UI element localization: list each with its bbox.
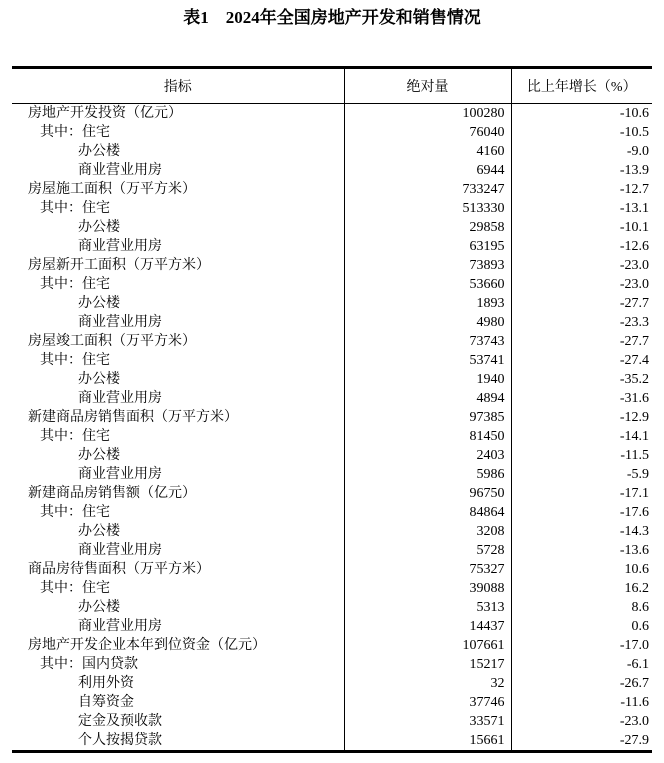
table-row [12, 579, 652, 598]
table-row [12, 465, 652, 484]
absolute-value-cell: 5728 [344, 541, 511, 560]
indicator-cell: 其中：住宅 [40, 277, 110, 292]
table-row [12, 180, 652, 199]
absolute-value-cell: 84864 [344, 503, 511, 522]
growth-value-cell: -13.9 [511, 161, 652, 180]
table-row [12, 332, 652, 351]
table-row [12, 389, 652, 408]
indicator-cell: 商品房待售面积（万平方米） [28, 562, 210, 577]
growth-value-cell: -13.6 [511, 541, 652, 560]
indicator-cell: 其中：国内贷款 [40, 657, 138, 672]
table-row [12, 161, 652, 180]
absolute-value-cell: 4894 [344, 389, 511, 408]
absolute-value-cell: 73743 [344, 332, 511, 351]
indicator-cell: 房地产开发投资（亿元） [28, 106, 182, 121]
table-row [12, 313, 652, 332]
indicator-cell: 商业营业用房 [78, 467, 162, 482]
growth-value-cell: 10.6 [511, 560, 652, 579]
growth-value-cell: -17.6 [511, 503, 652, 522]
indicator-cell: 商业营业用房 [78, 163, 162, 178]
header-row [12, 68, 652, 104]
indicator-cell: 商业营业用房 [78, 543, 162, 558]
indicator-cell: 商业营业用房 [78, 391, 162, 406]
table-row [12, 522, 652, 541]
growth-value-cell: -23.0 [511, 256, 652, 275]
indicator-cell: 房地产开发企业本年到位资金（亿元） [28, 638, 266, 653]
growth-value-cell: 0.6 [511, 617, 652, 636]
growth-value-cell: -27.7 [511, 294, 652, 313]
indicator-cell: 其中：住宅 [40, 125, 110, 140]
indicator-cell: 其中：住宅 [40, 201, 110, 216]
growth-value-cell: -35.2 [511, 370, 652, 389]
table-row [12, 484, 652, 503]
absolute-value-cell: 14437 [344, 617, 511, 636]
table-row [12, 237, 652, 256]
indicator-cell: 房屋竣工面积（万平方米） [28, 334, 196, 349]
absolute-value-cell: 15217 [344, 655, 511, 674]
table-row [12, 655, 652, 674]
absolute-value-cell: 39088 [344, 579, 511, 598]
growth-value-cell: -6.1 [511, 655, 652, 674]
growth-value-cell: -23.3 [511, 313, 652, 332]
table-row [12, 427, 652, 446]
absolute-value-cell: 29858 [344, 218, 511, 237]
indicator-cell: 新建商品房销售额（亿元） [28, 486, 196, 501]
absolute-value-cell: 96750 [344, 484, 511, 503]
growth-value-cell: 16.2 [511, 579, 652, 598]
indicator-cell: 房屋新开工面积（万平方米） [28, 258, 210, 273]
table-row [12, 731, 652, 752]
table-row [12, 560, 652, 579]
indicator-cell: 定金及预收款 [78, 714, 162, 729]
absolute-value-cell: 33571 [344, 712, 511, 731]
indicator-cell: 其中：住宅 [40, 581, 110, 596]
table-row [12, 541, 652, 560]
indicator-cell: 办公楼 [78, 600, 120, 615]
growth-value-cell: 8.6 [511, 598, 652, 617]
table-row [12, 142, 652, 161]
growth-value-cell: -13.1 [511, 199, 652, 218]
growth-value-cell: -5.9 [511, 465, 652, 484]
indicator-cell: 商业营业用房 [78, 315, 162, 330]
absolute-value-cell: 4980 [344, 313, 511, 332]
table-row [12, 218, 652, 237]
table-row [12, 294, 652, 313]
absolute-value-cell: 75327 [344, 560, 511, 579]
indicator-cell: 其中：住宅 [40, 505, 110, 520]
table-row [12, 256, 652, 275]
absolute-value-cell: 107661 [344, 636, 511, 655]
growth-value-cell: -26.7 [511, 674, 652, 693]
absolute-value-cell: 2403 [344, 446, 511, 465]
growth-value-cell: -14.3 [511, 522, 652, 541]
growth-value-cell: -12.9 [511, 408, 652, 427]
growth-value-cell: -10.5 [511, 123, 652, 142]
statistics-table [12, 66, 652, 753]
absolute-value-cell: 53741 [344, 351, 511, 370]
growth-value-cell: -31.6 [511, 389, 652, 408]
table-header [12, 68, 652, 104]
growth-value-cell: -11.6 [511, 693, 652, 712]
indicator-cell: 办公楼 [78, 372, 120, 387]
absolute-value-cell: 32 [344, 674, 511, 693]
absolute-value-cell: 37746 [344, 693, 511, 712]
table-row [12, 275, 652, 294]
absolute-value-cell: 5313 [344, 598, 511, 617]
column-header-indicator: 指标 [12, 68, 344, 104]
table-row [12, 503, 652, 522]
indicator-cell: 房屋施工面积（万平方米） [28, 182, 196, 197]
absolute-value-cell: 63195 [344, 237, 511, 256]
table-row [12, 123, 652, 142]
table-row [12, 674, 652, 693]
indicator-cell: 自筹资金 [78, 695, 134, 710]
growth-value-cell: -17.0 [511, 636, 652, 655]
indicator-cell: 其中：住宅 [40, 353, 110, 368]
table-row [12, 636, 652, 655]
indicator-cell: 办公楼 [78, 144, 120, 159]
growth-value-cell: -23.0 [511, 712, 652, 731]
indicator-cell: 办公楼 [78, 448, 120, 463]
growth-value-cell: -10.1 [511, 218, 652, 237]
growth-value-cell: -27.7 [511, 332, 652, 351]
table-row [12, 598, 652, 617]
absolute-value-cell: 4160 [344, 142, 511, 161]
absolute-value-cell: 5986 [344, 465, 511, 484]
absolute-value-cell: 1893 [344, 294, 511, 313]
absolute-value-cell: 15661 [344, 731, 511, 752]
table-row [12, 351, 652, 370]
table-row [12, 408, 652, 427]
indicator-cell: 办公楼 [78, 524, 120, 539]
indicator-cell: 商业营业用房 [78, 619, 162, 634]
absolute-value-cell: 6944 [344, 161, 511, 180]
growth-value-cell: -14.1 [511, 427, 652, 446]
absolute-value-cell: 3208 [344, 522, 511, 541]
growth-value-cell: -12.7 [511, 180, 652, 199]
absolute-value-cell: 81450 [344, 427, 511, 446]
indicator-cell: 办公楼 [78, 296, 120, 311]
indicator-cell: 商业营业用房 [78, 239, 162, 254]
growth-value-cell: -11.5 [511, 446, 652, 465]
table-row [12, 693, 652, 712]
growth-value-cell: -9.0 [511, 142, 652, 161]
absolute-value-cell: 513330 [344, 199, 511, 218]
table-row [12, 712, 652, 731]
indicator-cell: 新建商品房销售面积（万平方米） [28, 410, 238, 425]
column-header-absolute: 绝对量 [344, 68, 511, 104]
growth-value-cell: -17.1 [511, 484, 652, 503]
table-row [12, 370, 652, 389]
growth-value-cell: -23.0 [511, 275, 652, 294]
absolute-value-cell: 733247 [344, 180, 511, 199]
indicator-cell: 办公楼 [78, 220, 120, 235]
column-header-growth: 比上年增长（%） [511, 68, 652, 104]
absolute-value-cell: 97385 [344, 408, 511, 427]
growth-value-cell: -10.6 [511, 104, 652, 124]
table-row [12, 446, 652, 465]
table-row [12, 617, 652, 636]
indicator-cell: 其中：住宅 [40, 429, 110, 444]
absolute-value-cell: 100280 [344, 104, 511, 124]
absolute-value-cell: 1940 [344, 370, 511, 389]
absolute-value-cell: 76040 [344, 123, 511, 142]
growth-value-cell: -27.4 [511, 351, 652, 370]
absolute-value-cell: 73893 [344, 256, 511, 275]
growth-value-cell: -12.6 [511, 237, 652, 256]
absolute-value-cell: 53660 [344, 275, 511, 294]
table-row [12, 199, 652, 218]
table-title: 表1 2024年全国房地产开发和销售情况 [183, 8, 481, 27]
indicator-cell: 个人按揭贷款 [78, 733, 162, 748]
table-row [12, 104, 652, 124]
growth-value-cell: -27.9 [511, 731, 652, 752]
table-body [12, 104, 652, 752]
indicator-cell: 利用外资 [78, 676, 134, 691]
